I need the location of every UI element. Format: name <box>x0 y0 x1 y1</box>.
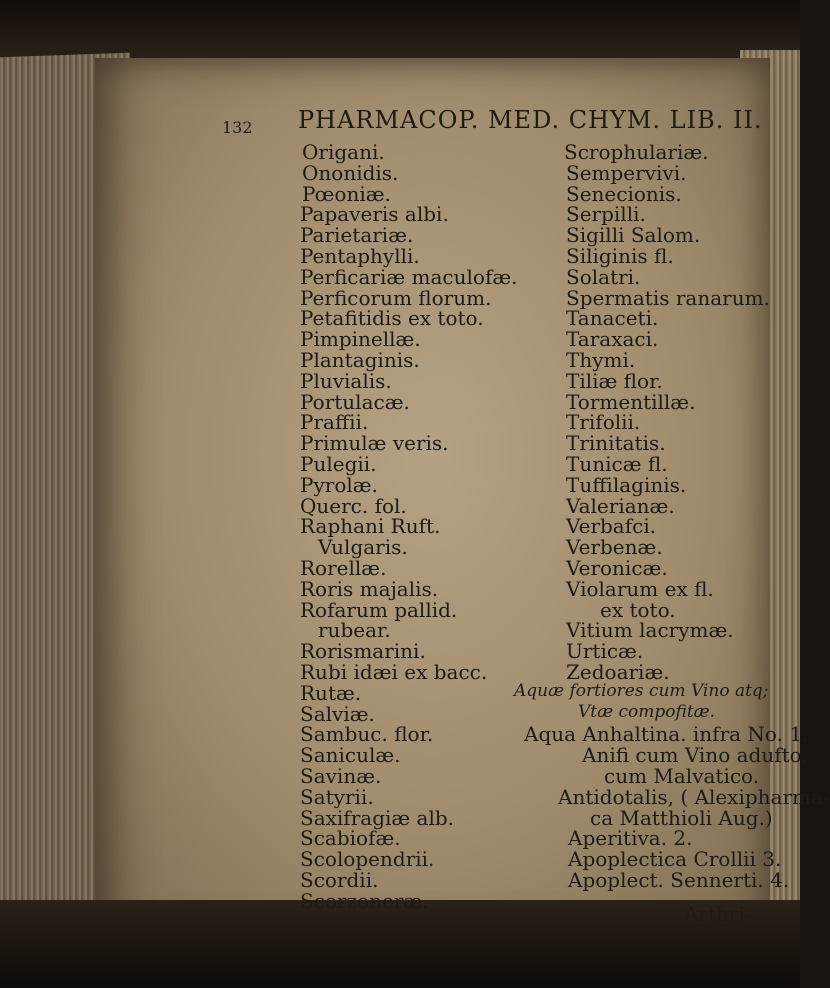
background-top <box>0 0 800 60</box>
list-item: Senecionis. <box>566 181 682 206</box>
list-item: Pimpinellæ. <box>300 327 421 352</box>
list-item: Trifolii. <box>566 410 641 435</box>
list-item: Pœoniæ. <box>302 181 391 206</box>
list-item: Apoplect. Sennerti. 4. <box>568 868 790 892</box>
list-item: Verbafci. <box>566 514 657 539</box>
list-item: Rorellæ. <box>300 556 387 580</box>
list-item: Savinæ. <box>300 764 382 788</box>
list-item: Aperitiva. 2. <box>568 826 693 851</box>
list-item: Pluvialis. <box>300 368 392 393</box>
list-item: Valerianæ. <box>566 493 675 518</box>
list-item: Aqua Anhaltina. infra No. 1. <box>524 722 809 747</box>
list-item: Vitium lacrymæ. <box>566 618 734 643</box>
list-item: Salviæ. <box>300 701 375 726</box>
list-item: Serpilli. <box>566 202 646 227</box>
list-item: Rofarum pallid. <box>300 597 458 622</box>
list-item: Raphani Ruft. <box>300 514 441 539</box>
list-item: ca Matthioli Aug.) <box>590 805 773 830</box>
list-item: Querc. fol. <box>300 493 407 518</box>
list-item: Tormentillæ. <box>566 389 696 414</box>
list-item: Pentaphylli. <box>300 244 420 268</box>
list-item: Primulæ veris. <box>300 431 449 456</box>
list-item: Sempervivi. <box>566 160 687 185</box>
list-item: Scorzoneræ. <box>300 888 429 913</box>
list-item: Vulgaris. <box>318 535 408 560</box>
list-item: Pyrolæ. <box>300 472 378 497</box>
list-item: Portulacæ. <box>300 389 410 414</box>
list-item: Tanaceti. <box>566 306 659 331</box>
list-item: Satyrii. <box>300 784 374 809</box>
list-item: Scordii. <box>300 868 379 892</box>
list-item: Spermatis ranarum. <box>566 285 770 310</box>
list-item: cum Malvatico. <box>604 764 760 788</box>
list-item: Scrophulariæ. <box>564 140 709 164</box>
list-item: Rorismarini. <box>300 639 426 664</box>
list-item: Papaveris albi. <box>300 202 449 227</box>
list-item: Violarum ex fl. <box>566 576 714 601</box>
list-item: Solatri. <box>566 264 641 289</box>
running-head: PHARMACOP. MED. CHYM. LIB. II. <box>298 106 763 134</box>
list-item: Antidotalis, ( Alexipharma- <box>558 784 830 809</box>
list-item: Plantaginis. <box>300 348 420 372</box>
list-item: Rutæ. <box>300 680 362 705</box>
list-item: Rubi idæi ex bacc. <box>300 660 488 684</box>
list-item: Apoplectica Crollii 3. <box>568 847 782 872</box>
list-item: Tiliæ flor. <box>566 368 663 393</box>
list-item: Sambuc. flor. <box>300 722 434 747</box>
list-item: Urticæ. <box>566 639 644 664</box>
background-bottom <box>0 900 800 988</box>
list-item: Origani. <box>302 140 385 164</box>
list-item: Sigilli Salom. <box>566 223 701 248</box>
list-item: Saniculæ. <box>300 743 401 768</box>
list-item: Thymi. <box>566 348 636 372</box>
list-item: Anifi cum Vino adufto. <box>582 743 808 768</box>
list-item: Perficariæ maculofæ. <box>300 264 518 289</box>
list-item: Zedoariæ. <box>566 660 670 684</box>
list-item: Petafitidis ex toto. <box>300 306 484 331</box>
list-item: Perficorum florum. <box>300 285 492 310</box>
list-item: Trinitatis. <box>566 431 666 456</box>
list-item: Tunicæ fl. <box>566 452 668 476</box>
list-item: Verbenæ. <box>566 535 663 560</box>
list-item: Praffii. <box>300 410 369 435</box>
list-item: Siliginis fl. <box>566 244 674 268</box>
list-item: rubear. <box>318 618 391 643</box>
list-item: Veronicæ. <box>566 556 668 580</box>
list-item: Scolopendrii. <box>300 847 435 872</box>
page-number: 132 <box>222 118 253 137</box>
section-heading: Aquæ fortiores cum Vino atq; <box>514 680 769 701</box>
list-item: Saxifragiæ alb. <box>300 805 455 830</box>
list-item: Tuffilaginis. <box>566 472 687 497</box>
list-item: Roris majalis. <box>300 576 439 601</box>
catchword: Arthri- <box>684 902 752 926</box>
list-item: ex toto. <box>600 597 676 622</box>
list-item: Ononidis. <box>302 160 399 185</box>
list-item: Scabiofæ. <box>300 826 401 851</box>
list-item: Parietariæ. <box>300 223 414 248</box>
section-heading: Vtæ compofitæ. <box>578 701 716 722</box>
list-item: Taraxaci. <box>566 327 659 352</box>
list-item: Pulegii. <box>300 452 377 476</box>
